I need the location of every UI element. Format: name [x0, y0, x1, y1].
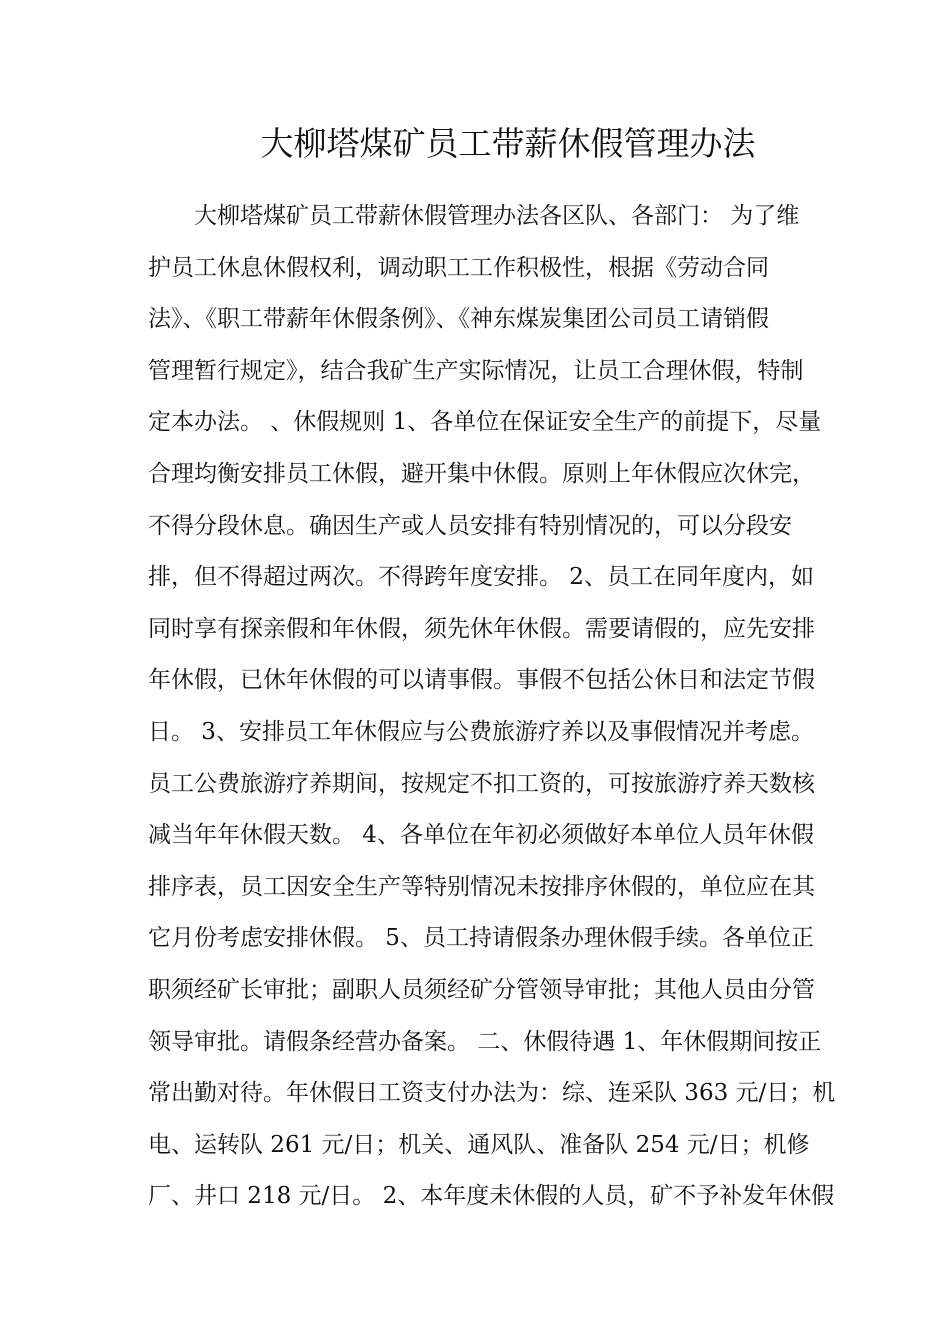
body-line: 领导审批。请假条经营办备案。 二、休假待遇 1、年休假期间按正	[148, 1028, 822, 1055]
body-line: 定本办法。 、休假规则 1、各单位在保证安全生产的前提下，尽量	[148, 409, 822, 436]
body-line: 法》、《职工带薪年休假条例》、《神东煤炭集团公司员工请销假	[148, 306, 769, 333]
body-line: 减当年年休假天数。 4、各单位在年初必须做好本单位人员年休假	[148, 822, 814, 849]
body-line: 排序表，员工因安全生产等特别情况未按排序休假的，单位应在其	[148, 873, 815, 900]
body-line: 大柳塔煤矿员工带薪休假管理办法各区队、各部门： 为了维	[194, 203, 800, 229]
document-body	[148, 191, 836, 1223]
body-line: 排，但不得超过两次。不得跨年度安排。 2、员工在同年度内，如	[148, 564, 814, 591]
body-line: 厂、井口 218 元/日。 2、本年度未休假的人员，矿不予补发年休假	[148, 1183, 835, 1210]
document-title: 大柳塔煤矿员工带薪休假管理办法	[260, 124, 756, 163]
body-line: 日。 3、安排员工年休假应与公费旅游疗养以及事假情况并考虑。	[148, 718, 814, 745]
body-line: 它月份考虑安排休假。 5、员工持请假条办理休假手续。各单位正	[148, 925, 814, 952]
body-line: 合理均衡安排员工休假，避开集中休假。原则上年休假应次休完，	[148, 460, 815, 487]
body-line: 员工公费旅游疗养期间，按规定不扣工资的，可按旅游疗养天数核	[148, 770, 815, 797]
body-line: 职须经矿长审批；副职人员须经矿分管领导审批；其他人员由分管	[148, 976, 815, 1003]
body-line: 电、运转队 261 元/日；机关、通风队、准备队 254 元/日；机修	[148, 1131, 810, 1158]
body-line: 常出勤对待。年休假日工资支付办法为：综、连采队 363 元/日；机	[148, 1080, 836, 1107]
body-line: 管理暂行规定》，结合我矿生产实际情况，让员工合理休假，特制	[148, 357, 804, 384]
body-line: 同时享有探亲假和年休假，须先休年休假。需要请假的，应先安排	[148, 615, 815, 642]
body-line: 年休假，已休年休假的可以请事假。事假不包括公休日和法定节假	[148, 667, 815, 694]
body-line: 不得分段休息。确因生产或人员安排有特别情况的，可以分段安	[148, 512, 792, 539]
body-line: 护员工休息休假权利，调动职工工作积极性，根据《劳动合同	[148, 254, 769, 281]
